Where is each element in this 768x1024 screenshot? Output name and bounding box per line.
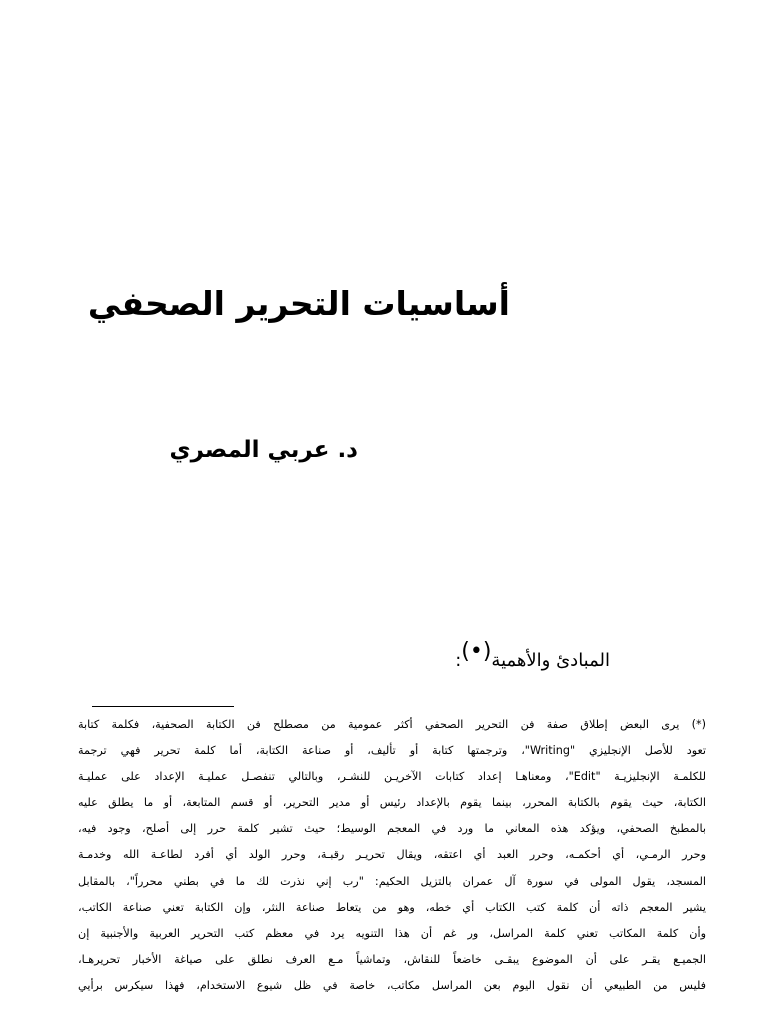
footnote-line: يشير المعجم ذاته أن كلمة كتب الكتاب أي خطه، وهو من يتعاط صناعة النثر، وإن الكتابة تعني صناعة الكاتب، — [78, 900, 706, 914]
author-name: د. عربي المصري — [169, 437, 358, 463]
footnote-line: الجميـع يقـر على أن الموضوع يبقـى خاضعاً للنقاش، وتماشياً مـع العرف نطلق على صياغة الأخبار تحريرهـا، — [78, 952, 706, 966]
footnote-line: (*) يرى البعض إطلاق صفة فن التحرير الصحفي أكثر عمومية من مصطلح فن الكتابة الصحفية، فكلمة كتابة — [78, 718, 706, 731]
footnote-line: المسجد، يقول المولى في سورة آل عمران بالتزيل الحكيم: "رب إني نذرت لك ما في بطني محرراً"، بالمقابل — [78, 874, 706, 888]
section-heading-text: المبادئ والأهمية — [491, 650, 610, 671]
section-heading — [400, 632, 610, 681]
section-heading-colon: : — [455, 650, 462, 671]
footnote-line: بالمطبخ الصحفي، ويؤكد هذه المعاني ما ورد في المعجم الوسيط؛ حيث تشير كلمة حرر إلى أصلح، وجود فيه، — [78, 822, 706, 836]
footnote-line: الكتابة، حيث يقوم بالكتابة المحرر، بينما يقوم بالإعداد رئيس أو مدير التحرير، أو قسم المتابعة، أو ما يطلق عليه — [78, 796, 706, 810]
book-title: أساسيات التحرير الصحفي — [87, 284, 510, 323]
footnote-line: للكلمـة الإنجليزيـة "Edit"، ومعناهـا إعداد كتابات الآخريـن للنشـر، وبالتالي تنفصـل عمليـة الإعداد على عمليـة — [78, 770, 706, 784]
footnote-marker: (•) — [461, 639, 492, 664]
footnote — [78, 712, 706, 999]
footnote-line: وأن كلمة المكاتب تعني كلمة المراسل، ور غم أن هذا التنويه يرد في معظم كتب التحرير العربية والأجنبية إن — [78, 926, 706, 940]
footnote-line: فليس من الطبيعي أن نقول اليوم بعن المراسل مكاتب، خاصة في ظل شيوع الاستخدام، فهذا سيكرس برأيي — [78, 978, 706, 992]
footnote-divider — [92, 706, 234, 707]
footnote-line: تعود للأصل الإنجليزي "Writing"، وترجمتها كتابة أو تأليف، أو صناعة الكتابة، أما كلمة تحرير فهي ترجمة — [78, 744, 706, 758]
footnote-line: وحرر الرمـي، أي أحكمـه، وحرر العبد أي اعتقه، ويقال تحريـر رقبـة، وحرر الولد أي أفرد لطاعـة الله وخدمـة — [78, 848, 706, 862]
